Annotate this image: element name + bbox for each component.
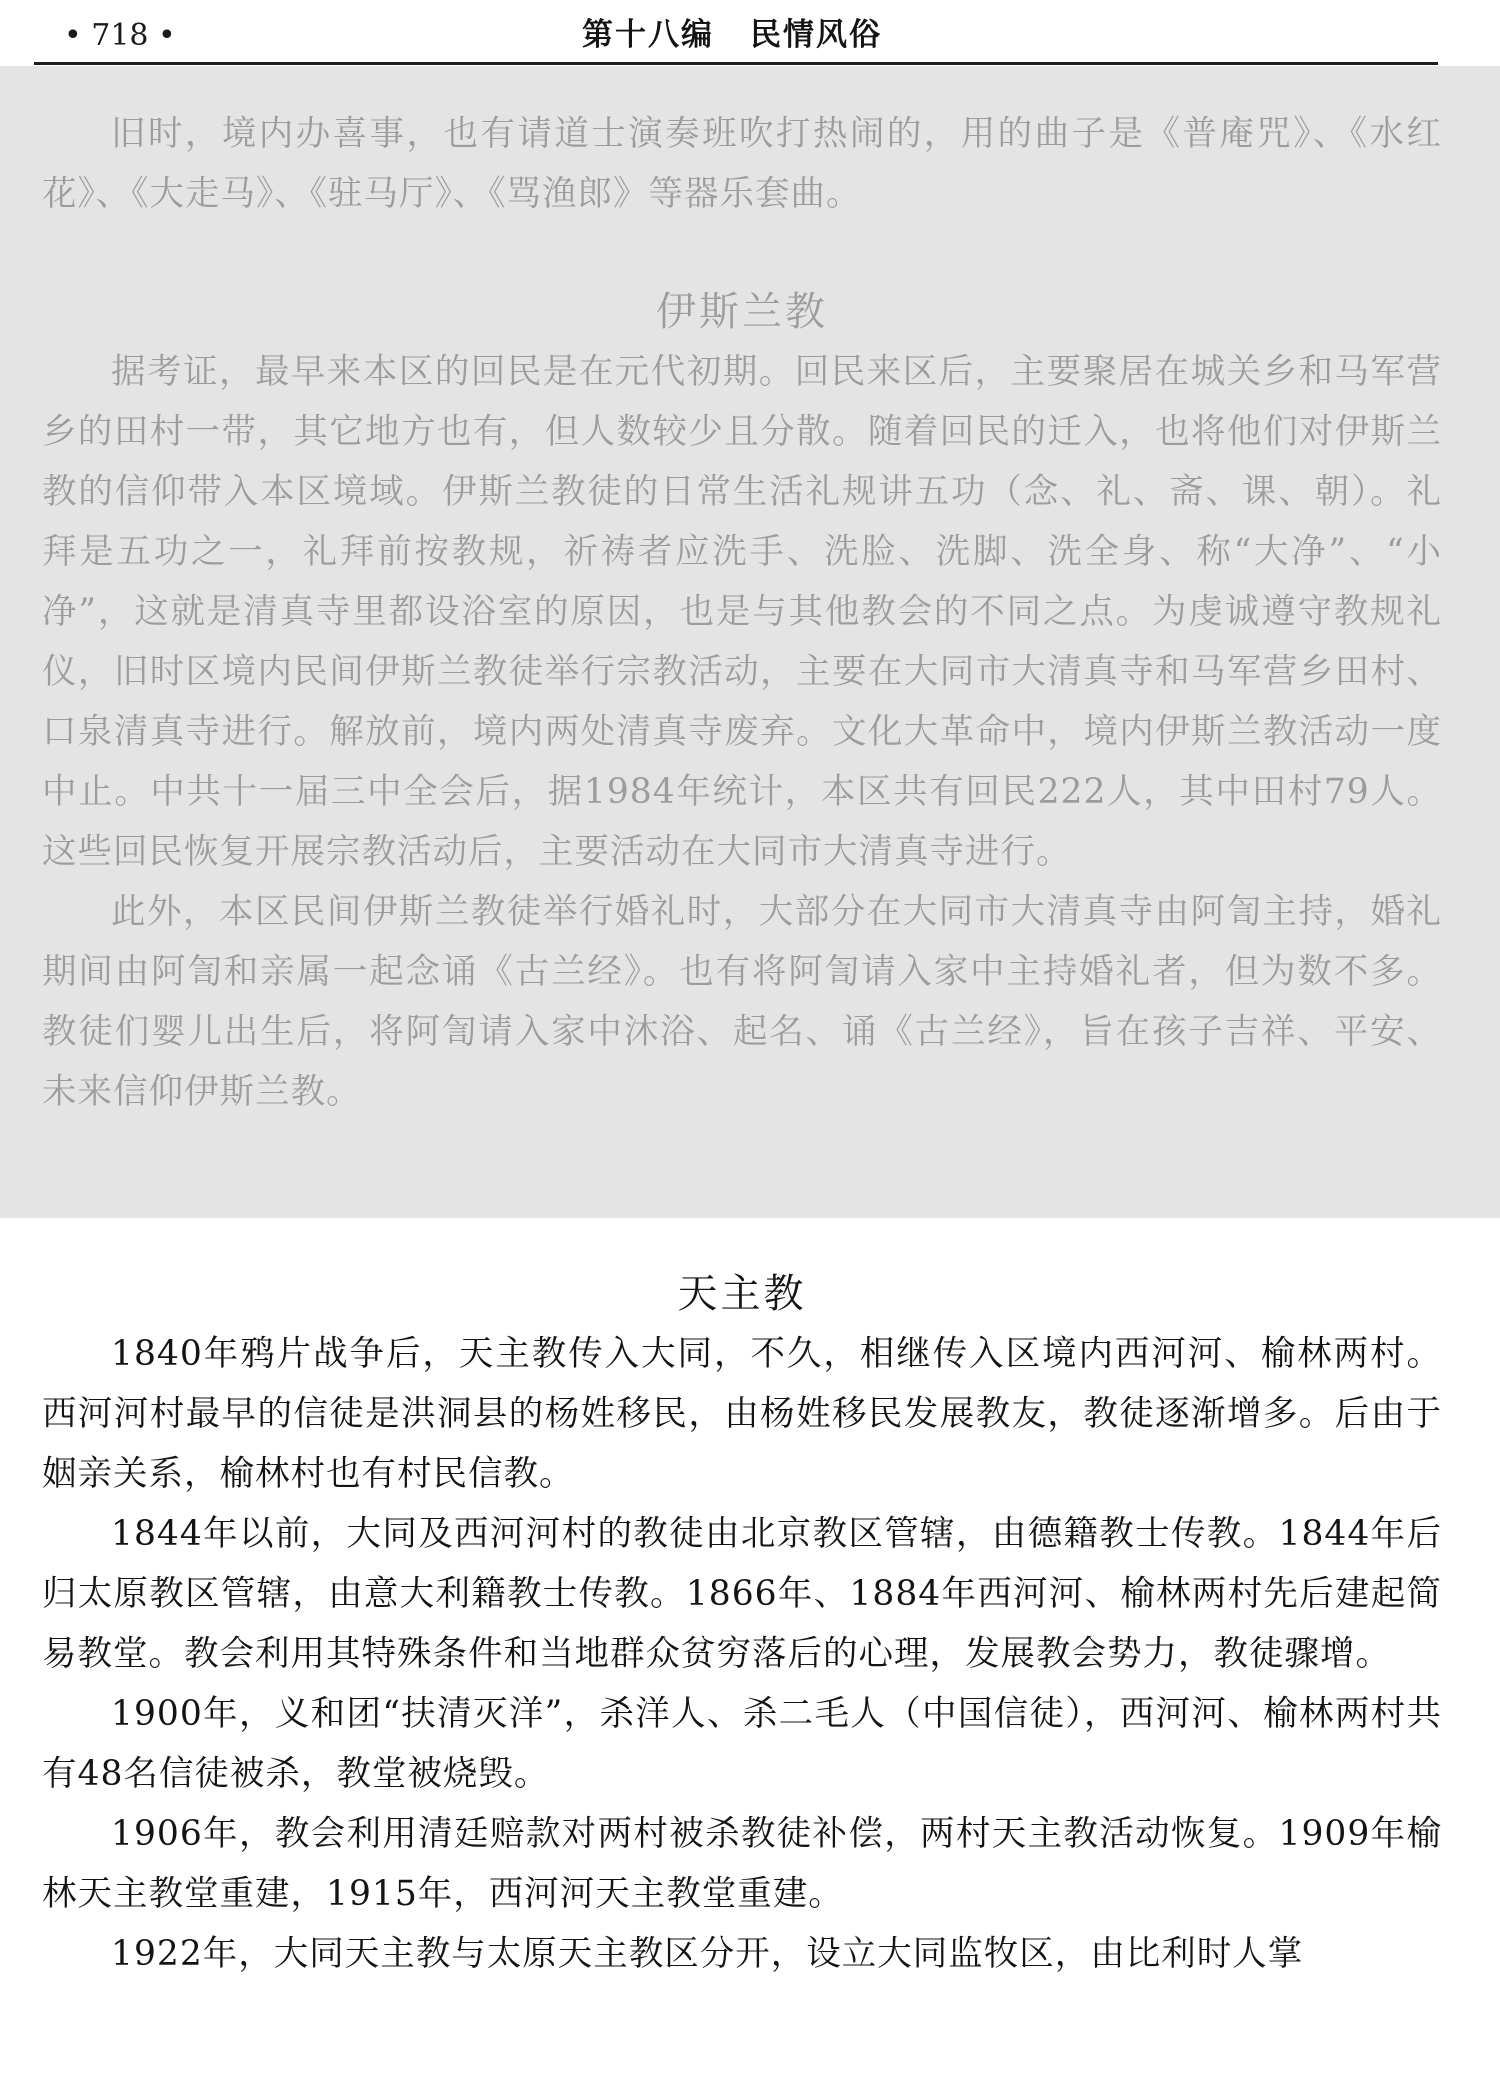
part-label: 第十八编 — [582, 17, 714, 53]
section-title-islam: 伊斯兰教 — [656, 289, 828, 335]
paragraph: 此外，本区民间伊斯兰教徒举行婚礼时，大部分在大同市大清真寺由阿訇主持，婚礼期间由阿訇和亲属一起念诵《古兰经》。也有将阿訇请入家中主持婚礼者，但为数不多。教徒们婴儿出生后，将阿訇请入家中沐浴、起名、诵《古兰经》，旨在孩子吉祥、平安、未来信仰伊斯兰教。 — [42, 892, 1442, 1112]
catholic-section — [42, 1264, 1442, 1984]
running-title — [582, 16, 882, 54]
paragraph: 据考证，最早来本区的回民是在元代初期。回民来区后，主要聚居在城关乡和马军营乡的田村一带，其它地方也有，但人数较少且分散。随着回民的迁入，也将他们对伊斯兰教的信仰带入本区境域。伊斯兰教徒的日常生活礼规讲五功（念、礼、斋、课、朝）。礼拜是五功之一，礼拜前按教规，祈祷者应洗手、洗脸、洗脚、洗全身、称“大净”、“小净”，这就是清真寺里都设浴室的原因，也是与其他教会的不同之点。为虔诚遵守教规礼仪，旧时区境内民间伊斯兰教徒举行宗教活动，主要在大同市大清真寺和马军营乡田村、口泉清真寺进行。解放前，境内两处清真寺废弃。文化大革命中，境内伊斯兰教活动一度中止。中共十一届三中全会后，据1984年统计，本区共有回民222人，其中田村79人。这些回民恢复开展宗教活动后，主要活动在大同市大清真寺进行。 — [42, 352, 1442, 872]
paragraph: 1900年，义和团“扶清灭洋”，杀洋人、杀二毛人（中国信徒），西河河、榆林两村共有48名信徒被杀，教堂被烧毁。 — [42, 1694, 1442, 1794]
running-header — [34, 10, 1436, 62]
chapter-title: 民情风俗 — [750, 17, 882, 53]
header-rule — [34, 62, 1438, 65]
paragraph: 1922年，大同天主教与太原天主教区分开，设立大同监牧区，由比利时人掌 — [111, 1934, 1304, 1974]
paragraph: 1840年鸦片战争后，天主教传入大同，不久，相继传入区境内西河河、榆林两村。西河河村最早的信徒是洪洞县的杨姓移民，由杨姓移民发展教友，教徒逐渐增多。后由于姻亲关系，榆林村也有村民信教。 — [42, 1334, 1442, 1494]
taoist-section-tail — [42, 104, 1442, 224]
paragraph: 旧时，境内办喜事，也有请道士演奏班吹打热闹的，用的曲子是《普庵咒》、《水红花》、《大走马》、《驻马厅》、《骂渔郎》等器乐套曲。 — [42, 114, 1442, 214]
islam-section — [42, 282, 1442, 1122]
page-number: • 718 • — [64, 18, 176, 53]
paragraph: 1844年以前，大同及西河河村的教徒由北京教区管辖，由德籍教士传教。1844年后归太原教区管辖，由意大利籍教士传教。1866年、1884年西河河、榆林两村先后建起简易教堂。教会利用其特殊条件和当地群众贫穷落后的心理，发展教会势力，教徒骤增。 — [42, 1514, 1442, 1674]
paragraph: 1906年，教会利用清廷赔款对两村被杀教徒补偿，两村天主教活动恢复。1909年榆林天主教堂重建，1915年，西河河天主教堂重建。 — [42, 1814, 1442, 1914]
section-title-catholic: 天主教 — [677, 1271, 807, 1317]
